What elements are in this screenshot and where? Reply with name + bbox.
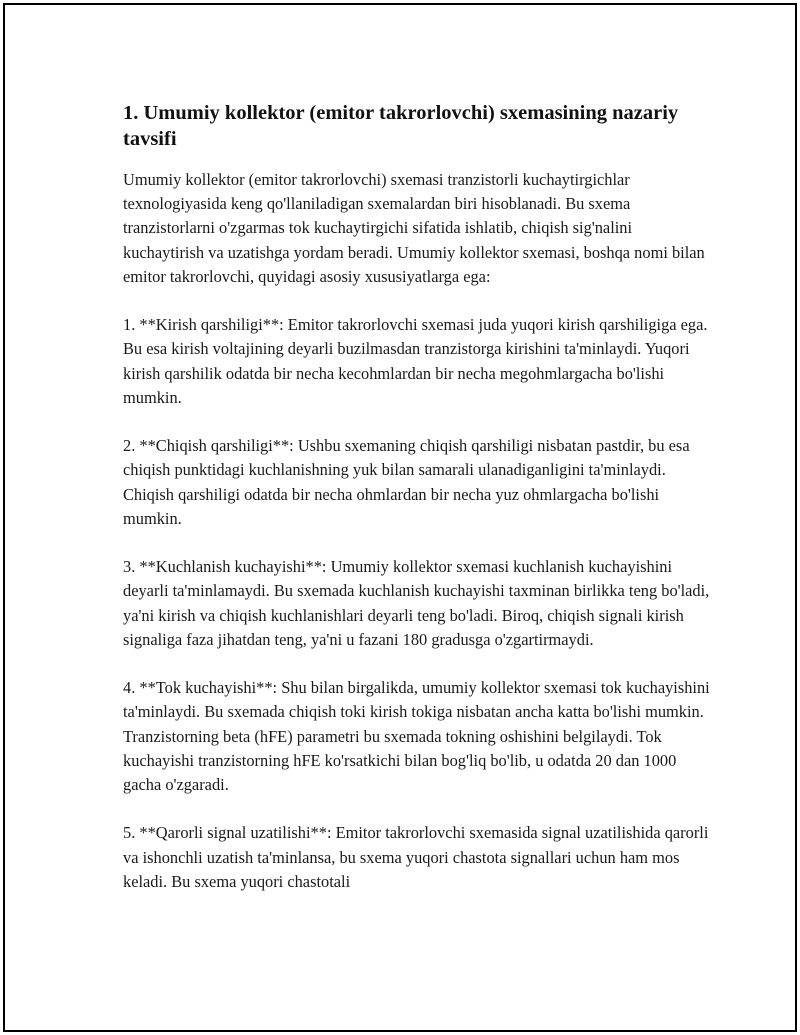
paragraph-voltage-gain: 3. **Kuchlanish kuchayishi**: Umumiy kollektor sxemasi kuchlanish kuchayishini deyarli ta'minlamaydi. Bu sxemada kuchlanish kuchayishi taxminan birlikka teng bo'ladi, ya'ni kirish va chiqish kuchlanishlari deyarli teng bo'ladi. Biroq, chiqish signali kirish signaliga faza jihatdan teng, ya'ni u fazani 180 gradusga o'zgartirmaydi. bbox=[123, 557, 710, 649]
paragraph-signal-transmission: 5. **Qarorli signal uzatilishi**: Emitor takrorlovchi sxemasida signal uzatilishida qarorli va ishonchli uzatish ta'minlansa, bu sxema yuqori chastota signallari uchun ham mos keladi. Bu sxema yuqori chastotali bbox=[123, 823, 709, 891]
paragraph-current-gain: 4. **Tok kuchayishi**: Shu bilan birgalikda, umumiy kollektor sxemasi tok kuchayishini ta'minlaydi. Bu sxemada chiqish toki kirish tokiga nisbatan ancha katta bo'lishi mumkin. Tranzistorning beta (hFE) parametri bu sxemada tokning oshishini belgilaydi. Tok kuchayishi tranzistorning hFE ko'rsatkichi bilan bog'liq bo'lib, u odatda 20 dan 1000 gacha o'zgaradi. bbox=[123, 678, 710, 795]
document-page bbox=[3, 3, 797, 1032]
intro-paragraph: Umumiy kollektor (emitor takrorlovchi) sxemasi tranzistorli kuchaytirgichlar texnologiyasida keng qo'llaniladigan sxemalardan biri hisoblanadi. Bu sxema tranzistorlarni o'zgarmas tok kuchaytirgichi sifatida ishlatib, chiqish sig'nalini kuchaytirish va uzatishga yordam beradi. Umumiy kollektor sxemasi, boshqa nomi bilan emitor takrorlovchi, quyidagi asosiy xususiyatlarga ega: bbox=[123, 170, 705, 286]
paragraph-output-resistance: 2. **Chiqish qarshiligi**: Ushbu sxemaning chiqish qarshiligi nisbatan pastdir, bu esa chiqish punktidagi kuchlanishning yuk bilan samarali ulanadiganligini ta'minlaydi. Chiqish qarshiligi odatda bir necha ohmlardan bir necha yuz ohmlargacha bo'lishi mumkin. bbox=[123, 436, 690, 528]
section-heading: 1. Umumiy kollektor (emitor takrorlovchi) sxemasining nazariy tavsifi bbox=[123, 102, 679, 150]
paragraph-input-resistance: 1. **Kirish qarshiligi**: Emitor takrorlovchi sxemasi juda yuqori kirish qarshiligiga ega. Bu esa kirish voltajining deyarli buzilmasdan tranzistorga kirishini ta'minlaydi. Yuqori kirish qarshilik odatda bir necha kecohmlardan bir necha megohmlargacha bo'lishi mumkin. bbox=[123, 315, 708, 407]
document-body bbox=[123, 100, 713, 918]
